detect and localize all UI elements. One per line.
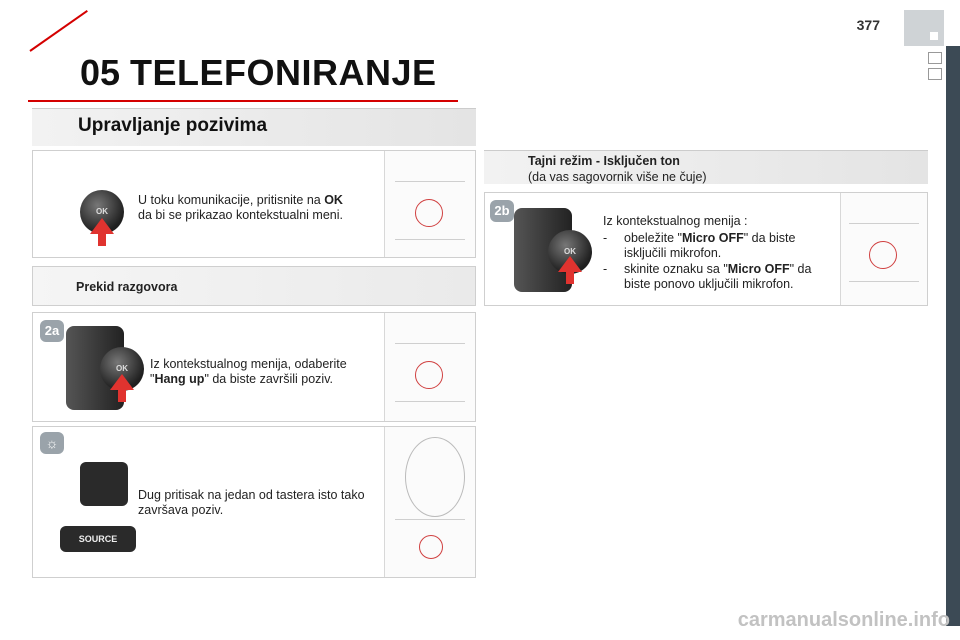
ok-knob-highlight-icon xyxy=(869,241,897,269)
list-dash: - xyxy=(603,231,608,245)
section-title: Upravljanje pozivima xyxy=(78,115,268,136)
arrow-stem xyxy=(118,388,126,402)
chapter-number: 05 xyxy=(80,52,121,93)
steering-button-icon xyxy=(80,462,128,506)
header-accent-line xyxy=(29,10,87,52)
header-red-rule xyxy=(28,100,458,102)
side-strip xyxy=(946,46,960,626)
page-number: 377 xyxy=(856,17,880,33)
tajni-title: Tajni režim - Isključen ton xyxy=(528,154,680,168)
ok-knob-highlight-icon xyxy=(415,199,443,227)
tajni-subtitle: (da vas sagovornik više ne čuje) xyxy=(528,170,707,184)
console-illustration xyxy=(840,193,927,305)
corner-tab xyxy=(904,10,944,46)
step2b-intro: Iz kontekstualnog menija : xyxy=(603,214,748,228)
list-dash: - xyxy=(603,262,608,276)
list-item: skinite oznaku sa "Micro OFF" da biste ponovo uključili mikrofon. xyxy=(624,262,812,291)
console-illustration xyxy=(384,313,475,421)
step-badge: 2a xyxy=(40,320,64,342)
list-item: obeležite "Micro OFF" da biste isključili mikrofon. xyxy=(624,231,796,260)
chapter-title: TELEFONIRANJE xyxy=(130,52,437,93)
source-highlight-icon xyxy=(419,535,443,559)
step2a-text: Iz kontekstualnog menija, odaberite "Hang up" da biste završili poziv. xyxy=(150,357,347,386)
source-button-icon: SOURCE xyxy=(60,526,136,552)
wheel-illustration xyxy=(384,427,475,577)
ok-knob-icon: OK xyxy=(548,230,592,274)
step1-text: U toku komunikacije, pritisnite na OK da bi se prikazao kontekstualni meni. xyxy=(138,193,343,222)
arrow-stem xyxy=(566,270,574,284)
arrow-stem xyxy=(98,232,106,246)
ok-knob-icon: OK xyxy=(100,347,144,391)
ok-knob-icon: OK xyxy=(80,190,124,234)
console-illustration xyxy=(384,151,475,257)
tip-bulb-icon: ☼ xyxy=(40,432,64,454)
ok-knob-highlight-icon xyxy=(415,361,443,389)
tab-marker xyxy=(928,68,942,80)
prekid-title: Prekid razgovora xyxy=(76,280,178,294)
tab-marker xyxy=(928,52,942,64)
tip-text: Dug pritisak na jedan od tastera isto tako završava poziv. xyxy=(138,488,365,517)
watermark: carmanualsonline.info xyxy=(737,609,950,631)
step-badge: 2b xyxy=(490,200,514,222)
